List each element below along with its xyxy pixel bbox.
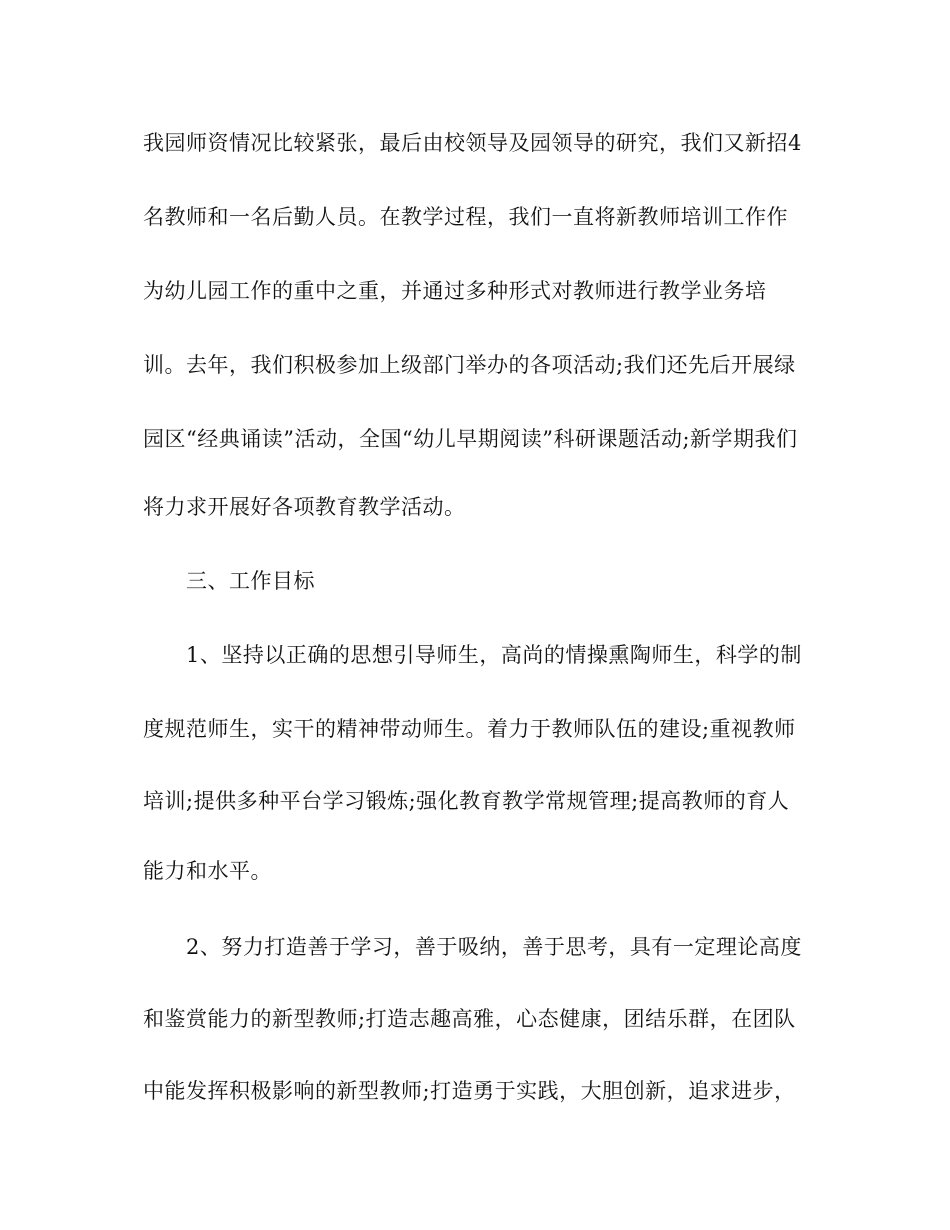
paragraph-line: 训。去年，我们积极参加上级部门举办的各项活动;我们还先后开展绿 (143, 353, 796, 377)
paragraph-line: 培训;提供多种平台学习锻炼;强化教育教学常规管理;提高教师的育人 (143, 789, 790, 813)
paragraph-line: 度规范师生，实干的精神带动师生。着力于教师队伍的建设;重视教师 (143, 717, 796, 741)
paragraph-line: 2、努力打造善于学习，善于吸纳，善于思考，具有一定理论高度 (186, 935, 802, 959)
paragraph-line: 园区“经典诵读”活动，全国“幼儿早期阅读”科研课题活动;新学期我们 (143, 427, 798, 451)
paragraph-line: 为幼儿园工作的重中之重，并通过多种形式对教师进行教学业务培 (143, 279, 767, 303)
paragraph-line: 能力和水平。 (143, 859, 272, 883)
paragraph-line: 我园师资情况比较紧张，最后由校领导及园领导的研究，我们又新招4 (143, 131, 802, 155)
paragraph-line: 和鉴赏能力的新型教师;打造志趣高雅，心态健康，团结乐群，在团队 (143, 1007, 796, 1031)
section-heading: 三、工作目标 (186, 569, 315, 593)
paragraph-line: 中能发挥积极影响的新型教师;打造勇于实践，大胆创新，追求进步， (143, 1079, 796, 1103)
paragraph-line: 名教师和一名后勤人员。在教学过程，我们一直将新教师培训工作作 (143, 205, 788, 229)
paragraph-line: 1、坚持以正确的思想引导师生，高尚的情操熏陶师生，科学的制 (186, 643, 802, 667)
paragraph-line: 将力求开展好各项教育教学活动。 (143, 495, 466, 519)
